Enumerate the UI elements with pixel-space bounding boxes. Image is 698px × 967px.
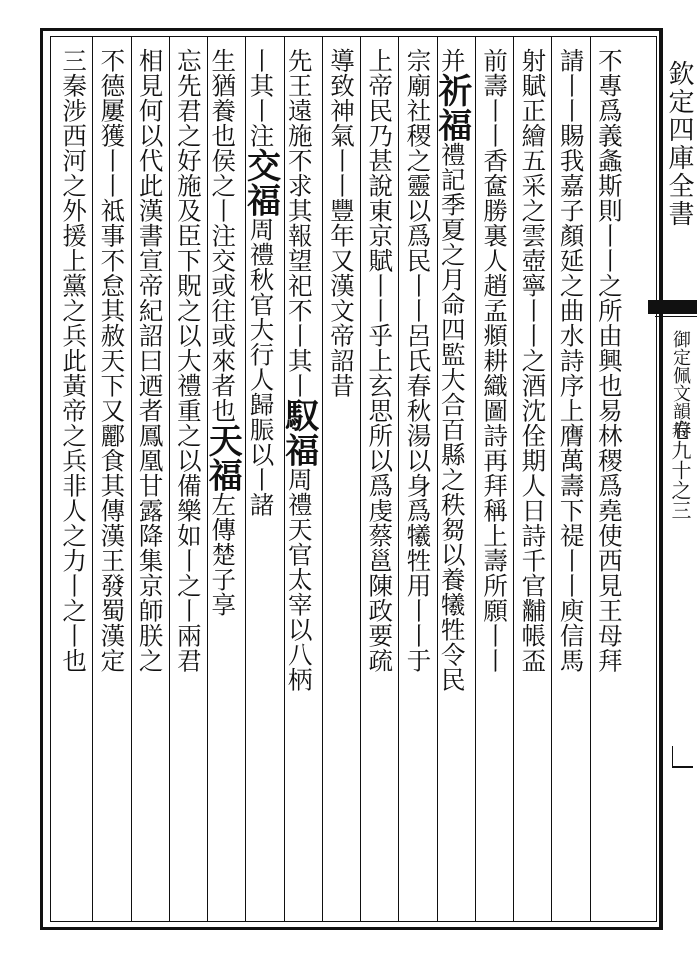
text-column-13: 相見何以代此漢書宣帝紀詔曰迺者鳳凰甘露降集京師朕之	[135, 48, 165, 673]
column-rule	[169, 36, 170, 922]
column-rule	[513, 36, 514, 922]
head-term: 祈福	[431, 73, 472, 142]
column-rule	[398, 36, 399, 922]
text-column-14: 不德屢獲丨丨祗事不怠其赦天下又酈食其傳漢王發蜀漢定	[97, 48, 127, 673]
text-column-11: 生猶養也侯之丨注交或往或來者也天福左傳楚子享	[202, 48, 243, 617]
column-rule	[131, 36, 132, 922]
text-column-10: 丨其丨注交福周禮秋官大行人歸脤以丨諸	[240, 48, 281, 517]
text-column-9: 先王遠施不求其報望祀不丨其丨馭福周禮天官太宰以八柄	[278, 48, 319, 692]
text-column-6: 宗廟社稷之靈以爲民丨丨呂氏春秋湯以身爲犧牲用丨丨于	[403, 48, 433, 673]
text-column-2: 請丨丨賜我嘉子顏延之曲水詩序上膺萬壽下禔丨丨庾信馬	[556, 48, 586, 673]
column-rule	[590, 36, 591, 922]
column-rule	[551, 36, 552, 922]
fishtail-mark	[648, 300, 697, 314]
text-column-3: 射賦正繪五采之雲壺寧丨丨之酒沈佺期人日詩千官黼帳盃	[518, 48, 548, 673]
text-column-4: 前壽丨丨香奩勝裏人趙孟頫耕織圖詩再拜稱上壽所願丨丨	[480, 48, 510, 673]
sub-title: 御定佩文韻府	[670, 330, 691, 438]
head-term: 天福	[202, 423, 243, 492]
column-rule	[475, 36, 476, 922]
juan-number: 卷九十之三	[668, 420, 692, 520]
head-term: 馭福	[278, 398, 319, 467]
column-rule	[322, 36, 323, 922]
edge-mark	[672, 746, 693, 768]
text-column-7: 上帝民乃甚說東京賦丨丨乎上玄思所以爲虔蔡邕陳政要疏	[365, 48, 395, 673]
text-column-1: 不專爲義螽斯則丨丨之所由興也易林稷爲堯使西見王母拜	[594, 48, 624, 673]
head-term: 交福	[240, 148, 281, 217]
text-column-8: 導致神氣丨丨豐年又漢文帝詔昔	[327, 48, 356, 398]
book-title: 欽定四庫全書	[664, 60, 694, 228]
column-rule	[360, 36, 361, 922]
text-column-15: 三秦涉西河之外援上黨之兵此黃帝之兵非人之力丨之丨也	[59, 48, 89, 673]
text-column-5: 并祈福禮記季夏之月命四監大合百縣之秩芻以養犧牲令民	[431, 48, 472, 692]
fishtail-line	[655, 316, 697, 321]
column-rule	[92, 36, 93, 922]
text-column-12: 忘先君之好施及臣下貺之以大禮重之以備樂如丨之丨兩君	[173, 48, 203, 673]
